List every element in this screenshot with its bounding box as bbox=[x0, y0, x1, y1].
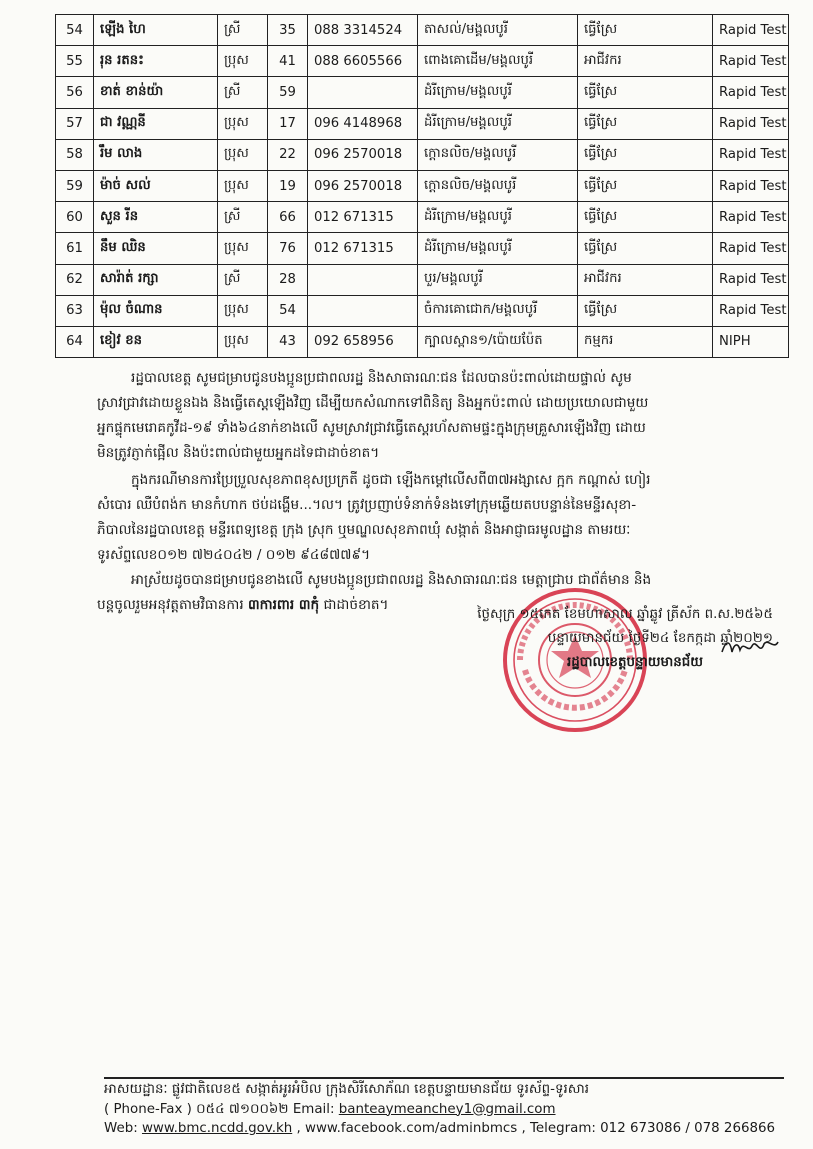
phone-fax-number: ០៥៤ ៧១០០៦២ bbox=[196, 1101, 289, 1117]
phone-number-cell: 096 2570018 bbox=[308, 139, 418, 170]
test-type-cell: Rapid Test bbox=[713, 77, 789, 108]
age-cell: 41 bbox=[268, 46, 308, 77]
occupation-cell: អាជីវករ bbox=[578, 264, 713, 295]
table-row bbox=[56, 326, 789, 357]
age-cell: 28 bbox=[268, 264, 308, 295]
test-type-cell: Rapid Test bbox=[713, 295, 789, 326]
sex-cell: ប្រុស bbox=[218, 170, 268, 201]
phone-number-cell: 012 671315 bbox=[308, 233, 418, 264]
person-name-cell: ម៉ុល ចំណាន bbox=[94, 295, 218, 326]
phone-number-cell: 088 3314524 bbox=[308, 15, 418, 46]
telegram-contact: , Telegram: 012 673086 / 078 266866 bbox=[521, 1121, 776, 1136]
occupation-cell: អាជីវករ bbox=[578, 46, 713, 77]
sex-cell: ស្រី bbox=[218, 15, 268, 46]
table-row bbox=[56, 108, 789, 139]
place-date: បន្ទាយមានជ័យ ថ្ងៃទី២៤ ខែកក្កដា ឆ្នាំ២០២១ bbox=[547, 631, 773, 646]
sex-cell: ស្រី bbox=[218, 202, 268, 233]
row-number-cell: 57 bbox=[56, 108, 94, 139]
age-cell: 43 bbox=[268, 326, 308, 357]
sex-cell: ប្រុស bbox=[218, 233, 268, 264]
row-number-cell: 63 bbox=[56, 295, 94, 326]
address-cell: ដំរីក្រោម/មង្គលបូរី bbox=[418, 233, 578, 264]
table-row bbox=[56, 170, 789, 201]
address-cell: ដំរីក្រោម/មង្គលបូរី bbox=[418, 77, 578, 108]
test-type-cell: Rapid Test bbox=[713, 233, 789, 264]
table-row bbox=[56, 77, 789, 108]
address-cell: ពោងគោដើម/មង្គលបូរី bbox=[418, 46, 578, 77]
table-row bbox=[56, 264, 789, 295]
age-cell: 35 bbox=[268, 15, 308, 46]
row-number-cell: 64 bbox=[56, 326, 94, 357]
handwritten-initials bbox=[720, 636, 780, 658]
person-name-cell: រុន រតនះ bbox=[94, 46, 218, 77]
person-name-cell: រឹម លាង bbox=[94, 139, 218, 170]
address-cell: ក្ដោនលិច/មង្គលបូរី bbox=[418, 139, 578, 170]
table-row bbox=[56, 15, 789, 46]
test-type-cell: Rapid Test bbox=[713, 202, 789, 233]
paragraph-line: ស្រាវជ្រាវដោយខ្លួនឯង និងធ្វើតេស្តឡើងវិញ ដើម្បីយកសំណាកទៅពិនិត្យ និងអ្នកប៉ះពាល់ ដោយប្រយោលជាមួយ bbox=[97, 395, 649, 411]
address-cell: បួរ/មង្គលបូរី bbox=[418, 264, 578, 295]
age-cell: 59 bbox=[268, 77, 308, 108]
sex-cell: ស្រី bbox=[218, 264, 268, 295]
website-link[interactable]: www.bmc.ncdd.gov.kh bbox=[141, 1121, 293, 1136]
person-name-cell: សារ៉ាត់ រក្សា bbox=[94, 264, 218, 295]
person-name-cell: នឹម ឈិន bbox=[94, 233, 218, 264]
test-type-cell: Rapid Test bbox=[713, 46, 789, 77]
age-cell: 22 bbox=[268, 139, 308, 170]
age-cell: 17 bbox=[268, 108, 308, 139]
web-label: Web: bbox=[104, 1121, 138, 1136]
address-cell: តាសល់/មង្គលបូរី bbox=[418, 15, 578, 46]
paragraph-line: អាស្រ័យដូចបានជម្រាបជូនខាងលើ សូមបងប្អូនប្រជាពលរដ្ឋ និងសាធារណៈជន មេត្តាជ្រាប ជាព័ត៌មាន និង bbox=[131, 572, 652, 588]
sex-cell: ស្រី bbox=[218, 77, 268, 108]
paragraph-line: សំបោរ ឈឺបំពង់ក មានកំហាក ថប់ដង្ហើម...។ល។ ត្រូវប្រញាប់ទំនាក់ទំនងទៅក្រុមឆ្លើយតបបន្ទាន់នៃមន្ទីរសុខា- bbox=[97, 497, 637, 513]
cases-table-body bbox=[56, 15, 789, 358]
row-number-cell: 54 bbox=[56, 15, 94, 46]
phone-number-cell bbox=[308, 264, 418, 295]
age-cell: 76 bbox=[268, 233, 308, 264]
row-number-cell: 55 bbox=[56, 46, 94, 77]
sex-cell: ប្រុស bbox=[218, 108, 268, 139]
row-number-cell: 58 bbox=[56, 139, 94, 170]
signature-block bbox=[353, 603, 773, 675]
paragraph-line: ទូរស័ព្ទលេខ០១២ ៧២៤០៤២ / ០១២ ៩៤៨៧៧៩។ bbox=[97, 547, 371, 563]
person-name-cell: ខៀវ ខន bbox=[94, 326, 218, 357]
paragraph-line: រដ្ឋបាលខេត្ត សូមជម្រាបជូនបងប្អូនប្រជាពលរដ្ឋ និងសាធារណៈជន ដែលបានប៉ះពាល់ដោយផ្ទាល់ សូម bbox=[131, 370, 632, 386]
age-cell: 66 bbox=[268, 202, 308, 233]
sex-cell: ប្រុស bbox=[218, 46, 268, 77]
signer-title: រដ្ឋបាលខេត្តបន្ទាយមានជ័យ bbox=[567, 655, 703, 670]
test-type-cell: Rapid Test bbox=[713, 139, 789, 170]
phone-number-cell bbox=[308, 295, 418, 326]
footer-contact-line bbox=[104, 1100, 784, 1120]
occupation-cell: ធ្វើស្រែ bbox=[578, 139, 713, 170]
age-cell: 19 bbox=[268, 170, 308, 201]
paragraph-text: បន្តចូលរួមអនុវត្តតាមវិធានការ bbox=[97, 597, 249, 613]
sex-cell: ប្រុស bbox=[218, 326, 268, 357]
age-cell: 54 bbox=[268, 295, 308, 326]
person-name-cell: សួន រីន bbox=[94, 202, 218, 233]
table-row bbox=[56, 139, 789, 170]
person-name-cell: ខាត់ ខាន់យ៉ា bbox=[94, 77, 218, 108]
test-type-cell: Rapid Test bbox=[713, 15, 789, 46]
test-type-cell: Rapid Test bbox=[713, 264, 789, 295]
phone-number-cell: 012 671315 bbox=[308, 202, 418, 233]
phone-fax-label: ( Phone-Fax ) bbox=[104, 1101, 192, 1117]
address-cell: ក្បាលស្ពាន១/ប៉ោយប៉ែត bbox=[418, 326, 578, 357]
phone-number-cell: 096 4148968 bbox=[308, 108, 418, 139]
occupation-cell: ធ្វើស្រែ bbox=[578, 108, 713, 139]
table-row bbox=[56, 233, 789, 264]
facebook-link[interactable]: , www.facebook.com/adminbmcs bbox=[296, 1121, 518, 1136]
person-name-cell: ជា វណ្ណនី bbox=[94, 108, 218, 139]
notice-paragraph-1 bbox=[97, 366, 777, 466]
row-number-cell: 61 bbox=[56, 233, 94, 264]
sex-cell: ប្រុស bbox=[218, 139, 268, 170]
paragraph-line: អ្នកផ្ទុកមេរោគកូវីដ-១៩ ទាំង៦៤នាក់ខាងលើ សូមស្រាវជ្រាវធ្វើតេស្តរហ័សតាមផ្ទះក្នុងក្រុមគ្រួសារឡើងវិញ ដោយ bbox=[97, 420, 646, 436]
occupation-cell: ធ្វើស្រែ bbox=[578, 295, 713, 326]
phone-number-cell: 092 658956 bbox=[308, 326, 418, 357]
lunar-date: ថ្ងៃសុក្រ ១៥កេត ខែមហាសាល ឆ្នាំឆ្លូវ ត្រីស័ក ព.ស.២៥៦៥ bbox=[477, 607, 773, 622]
test-type-cell: Rapid Test bbox=[713, 170, 789, 201]
phone-number-cell: 096 2570018 bbox=[308, 170, 418, 201]
table-row bbox=[56, 46, 789, 77]
occupation-cell: ធ្វើស្រែ bbox=[578, 15, 713, 46]
row-number-cell: 56 bbox=[56, 77, 94, 108]
table-row bbox=[56, 202, 789, 233]
sex-cell: ប្រុស bbox=[218, 295, 268, 326]
address-cell: ចំការគោជោក/មង្គលបូរី bbox=[418, 295, 578, 326]
test-type-cell: NIPH bbox=[713, 326, 789, 357]
cases-table bbox=[55, 14, 789, 358]
phone-number-cell: 088 6605566 bbox=[308, 46, 418, 77]
footer-address: អាសយដ្ឋានៈ ផ្លូវជាតិលេខ៥ សង្កាត់អូរអំបិល ក្រុងសិរីសោភ័ណ ខេត្តបន្ទាយមានជ័យ ទូរស័ព្ទ-ទូរសារ bbox=[104, 1082, 590, 1097]
occupation-cell: ធ្វើស្រែ bbox=[578, 233, 713, 264]
slogan-emphasis: ៣ការពារ ៣កុំ bbox=[248, 597, 320, 613]
test-type-cell: Rapid Test bbox=[713, 108, 789, 139]
paragraph-line: មិនត្រូវភ្ញាក់ផ្អើល និងប៉ះពាល់ជាមួយអ្នកដទៃជាដាច់ខាត។ bbox=[97, 445, 380, 461]
occupation-cell: ធ្វើស្រែ bbox=[578, 202, 713, 233]
footer bbox=[104, 1077, 784, 1139]
row-number-cell: 60 bbox=[56, 202, 94, 233]
occupation-cell: កម្មករ bbox=[578, 326, 713, 357]
row-number-cell: 62 bbox=[56, 264, 94, 295]
address-cell: ដំរីក្រោម/មង្គលបូរី bbox=[418, 108, 578, 139]
person-name-cell: ឡើង ហៃ bbox=[94, 15, 218, 46]
notice-paragraph-2 bbox=[97, 468, 777, 568]
footer-web-line bbox=[104, 1119, 784, 1139]
paragraph-line: ភិបាលនៃរដ្ឋបាលខេត្ត មន្ទីរពេទ្យខេត្ត ក្រុង ស្រុក ឬមណ្ឌលសុខភាពឃុំ សង្កាត់ និងអាជ្ញាធរមូលដ្ឋាន តាមរយៈ bbox=[97, 522, 631, 538]
paragraph-text: ជាដាច់ខាត។ bbox=[319, 597, 389, 613]
occupation-cell: ធ្វើស្រែ bbox=[578, 77, 713, 108]
address-cell: ដំរីក្រោម/មង្គលបូរី bbox=[418, 202, 578, 233]
email-label: Email: bbox=[292, 1101, 335, 1117]
email-link[interactable]: banteaymeanchey1@gmail.com bbox=[338, 1101, 556, 1117]
phone-number-cell bbox=[308, 77, 418, 108]
occupation-cell: ធ្វើស្រែ bbox=[578, 170, 713, 201]
paragraph-line: ក្នុងករណីមានការប្រែប្រួលសុខភាពខុសប្រក្រតី ដូចជា ឡើងកម្ដៅលើសពី៣៧អង្សាសេ ក្អក កណ្ដាស់ ហៀរ bbox=[131, 472, 651, 488]
person-name-cell: ម៉ាច់ សល់ bbox=[94, 170, 218, 201]
table-row bbox=[56, 295, 789, 326]
row-number-cell: 59 bbox=[56, 170, 94, 201]
address-cell: ក្ដោនលិច/មង្គលបូរី bbox=[418, 170, 578, 201]
